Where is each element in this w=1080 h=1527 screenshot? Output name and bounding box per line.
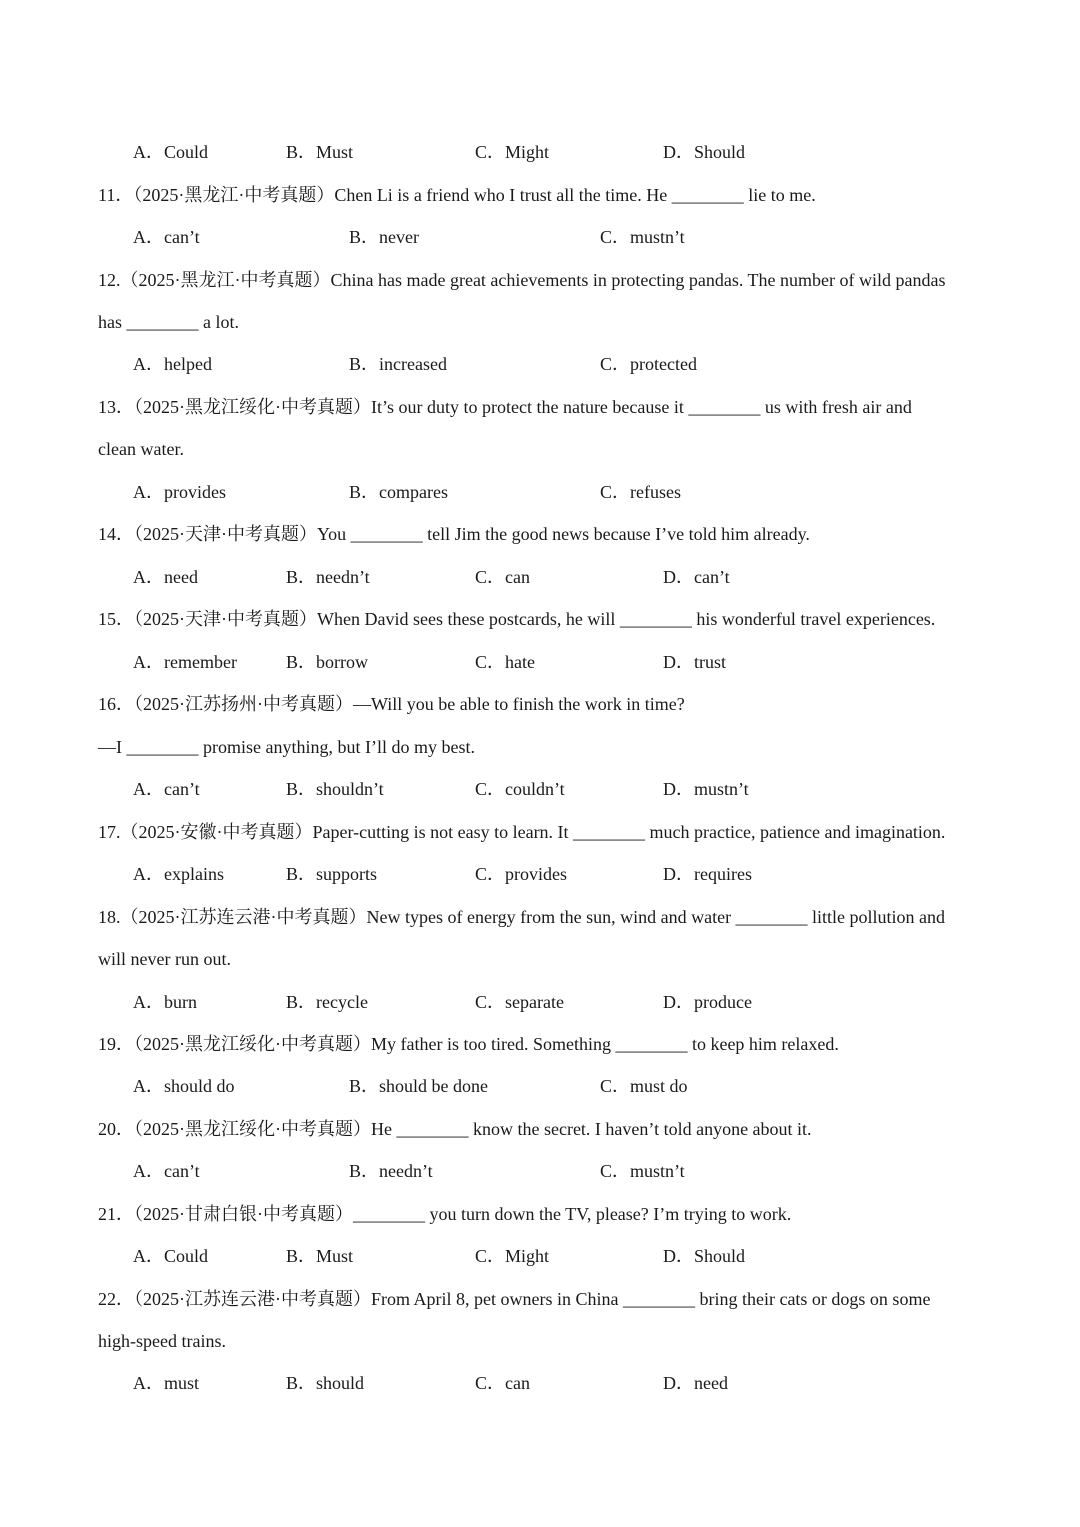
leading-options-row	[133, 140, 1033, 164]
question-12-text: 12.（2025·黑龙江·中考真题）China has made great achievements in protecting pandas. The number of wild pandas	[98, 270, 946, 290]
question-15-options	[133, 650, 1033, 674]
option-d: D．trust	[663, 652, 726, 672]
question-21-options	[133, 1244, 1033, 1268]
option-a: A．explains	[133, 864, 224, 884]
option-a: A．can’t	[133, 779, 200, 799]
option-d: D．Should	[663, 142, 746, 162]
question-17-text: 17.（2025·安徽·中考真题）Paper-cutting is not easy to learn. It ________ much practice, patience and imagination.	[98, 822, 946, 842]
question-19-text: 19．（2025·黑龙江绥化·中考真题）My father is too tired. Something ________ to keep him relaxed.	[98, 1034, 839, 1054]
option-c: C．Might	[475, 1246, 550, 1266]
question-12-options	[133, 352, 1033, 376]
option-d: D．mustn’t	[663, 779, 749, 799]
option-b: B．should be done	[349, 1076, 488, 1096]
option-a: A．burn	[133, 992, 197, 1012]
option-a: A．Could	[133, 142, 209, 162]
question-20-options	[133, 1159, 1033, 1183]
option-a: A．should do	[133, 1076, 235, 1096]
option-b: B．should	[286, 1373, 365, 1393]
option-c: C．couldn’t	[475, 779, 565, 799]
option-d: D．need	[663, 1373, 728, 1393]
question-11-options	[133, 225, 1033, 249]
option-b: B．never	[349, 227, 419, 247]
question-22-text: 22．（2025·江苏连云港·中考真题）From April 8, pet owners in China ________ bring their cats or dogs on some	[98, 1289, 931, 1309]
option-b: B．Must	[286, 1246, 354, 1266]
option-c: C．must do	[600, 1076, 688, 1096]
option-c: C．mustn’t	[600, 1161, 685, 1181]
question-16-text: 16．（2025·江苏扬州·中考真题）—Will you be able to finish the work in time?	[98, 694, 685, 714]
option-d: D．requires	[663, 864, 752, 884]
option-c: C．can	[475, 567, 530, 587]
question-15-text: 15．（2025·天津·中考真题）When David sees these postcards, he will ________ his wonderful travel experiences.	[98, 609, 936, 629]
question-14-options	[133, 565, 1033, 589]
question-16-text-cont: —I ________ promise anything, but I’ll do my best.	[98, 737, 475, 757]
question-19-options	[133, 1074, 1033, 1098]
question-18-text: 18.（2025·江苏连云港·中考真题）New types of energy from the sun, wind and water ________ little pollution and	[98, 907, 946, 927]
option-c: C．mustn’t	[600, 227, 685, 247]
question-18-options	[133, 990, 1033, 1014]
question-22-options	[133, 1371, 1033, 1395]
question-21-text: 21．（2025·甘肃白银·中考真题）________ you turn down the TV, please? I’m trying to work.	[98, 1204, 792, 1224]
option-b: B．borrow	[286, 652, 368, 672]
option-d: D．produce	[663, 992, 752, 1012]
option-c: C．Might	[475, 142, 550, 162]
option-c: C．protected	[600, 354, 697, 374]
question-14-text: 14．（2025·天津·中考真题）You ________ tell Jim the good news because I’ve told him already.	[98, 524, 810, 544]
option-d: D．Should	[663, 1246, 746, 1266]
option-a: A．can’t	[133, 1161, 200, 1181]
option-b: B．needn’t	[286, 567, 370, 587]
option-a: A．must	[133, 1373, 200, 1393]
option-b: B．increased	[349, 354, 447, 374]
question-11-text: 11．（2025·黑龙江·中考真题）Chen Li is a friend who I trust all the time. He ________ lie to me.	[98, 185, 816, 205]
question-13-text: 13．（2025·黑龙江绥化·中考真题）It’s our duty to protect the nature because it ________ us with fresh air and	[98, 397, 912, 417]
question-16-options	[133, 777, 1033, 801]
option-c: C．refuses	[600, 482, 681, 502]
question-17-options	[133, 862, 1033, 886]
option-a: A．can’t	[133, 227, 200, 247]
option-a: A．provides	[133, 482, 226, 502]
option-c: C．provides	[475, 864, 567, 884]
question-13-text-cont: clean water.	[98, 439, 184, 459]
question-12-text-cont: has ________ a lot.	[98, 312, 239, 332]
option-b: B．supports	[286, 864, 378, 884]
option-c: C．hate	[475, 652, 535, 672]
question-13-options	[133, 480, 1033, 504]
option-b: B．shouldn’t	[286, 779, 384, 799]
option-a: A．Could	[133, 1246, 209, 1266]
option-c: C．separate	[475, 992, 564, 1012]
question-22-text-cont: high-speed trains.	[98, 1331, 226, 1351]
option-b: B．needn’t	[349, 1161, 433, 1181]
option-a: A．remember	[133, 652, 237, 672]
option-b: B．recycle	[286, 992, 368, 1012]
option-a: A．need	[133, 567, 198, 587]
option-b: B．compares	[349, 482, 448, 502]
option-d: D．can’t	[663, 567, 730, 587]
option-b: B．Must	[286, 142, 354, 162]
option-a: A．helped	[133, 354, 212, 374]
question-18-text-cont: will never run out.	[98, 949, 231, 969]
option-c: C．can	[475, 1373, 530, 1393]
question-20-text: 20．（2025·黑龙江绥化·中考真题）He ________ know the secret. I haven’t told anyone about it.	[98, 1119, 812, 1139]
